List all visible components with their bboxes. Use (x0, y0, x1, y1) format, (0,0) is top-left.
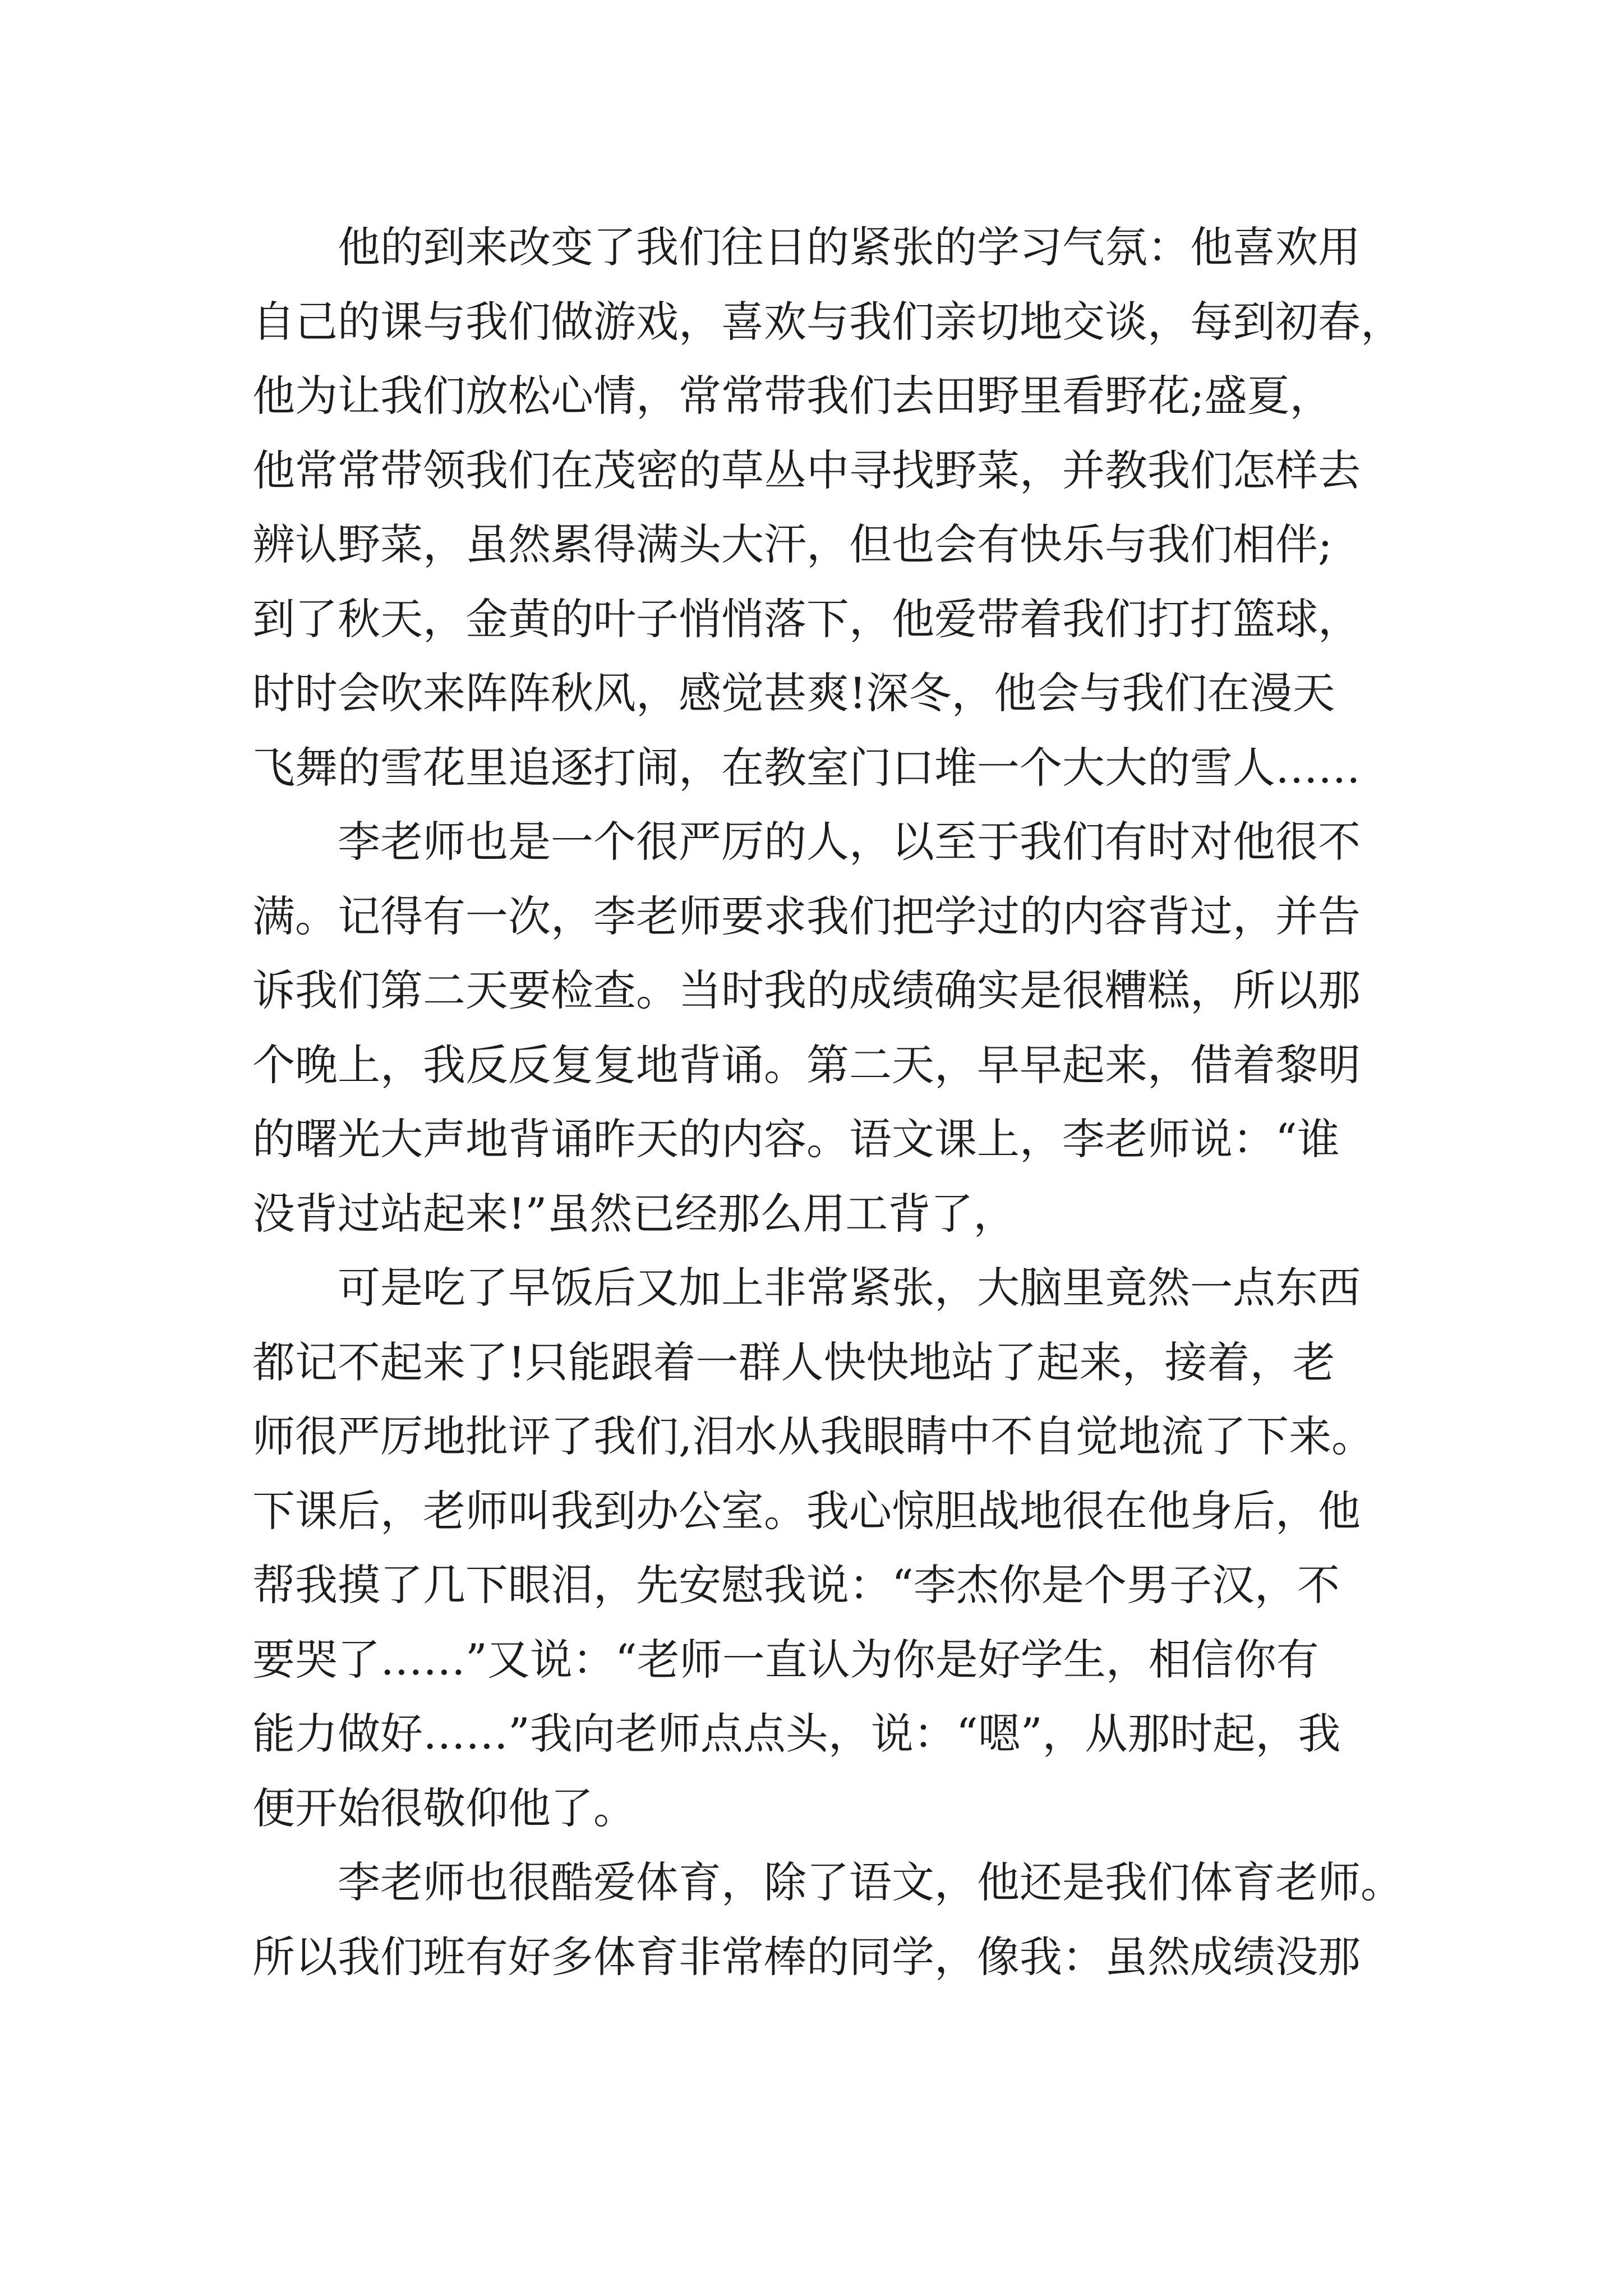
text-line: 诉我们第二天要检查。当时我的成绩确实是很糟糕，所以那 (252, 965, 1361, 1015)
text-line: 到了秋天，金黄的叶子悄悄落下，他爱带着我们打打篮球， (252, 593, 1361, 644)
text-line: 辨认野菜，虽然累得满头大汗，但也会有快乐与我们相伴; (252, 519, 1332, 569)
paragraph-4 (252, 1846, 1403, 1994)
text-line: 的曙光大声地背诵昨天的内容。语文课上，李老师说：“谁 (252, 1114, 1340, 1164)
document-body (252, 210, 1403, 1994)
text-line: 李老师也很酷爱体育，除了语文，他还是我们体育老师。 (252, 1857, 1403, 1907)
text-line: 个晚上，我反反复复地背诵。第二天，早早起来，借着黎明 (252, 1039, 1361, 1090)
text-line: 可是吃了早饭后又加上非常紧张，大脑里竟然一点东西 (252, 1263, 1361, 1313)
text-line: 要哭了……”又说：“老师一直认为你是好学生，相信你有 (252, 1634, 1319, 1685)
text-line: 都记不起来了!只能跟着一群人快快地站了起来，接着，老 (252, 1337, 1335, 1387)
text-line: 下课后，老师叫我到办公室。我心惊胆战地很在他身后，他 (252, 1485, 1361, 1536)
text-line: 飞舞的雪花里追逐打闹，在教室门口堆一个大大的雪人…… (252, 742, 1361, 793)
paragraph-3 (252, 1251, 1385, 1846)
text-line: 他的到来改变了我们往日的紧张的学习气氛：他喜欢用 (252, 222, 1361, 272)
text-line: 师很严厉地批评了我们,泪水从我眼睛中不自觉地流了下来。 (252, 1411, 1375, 1461)
paragraph-2 (252, 805, 1385, 1251)
text-line: 时时会吹来阵阵秋风，感觉甚爽!深冬，他会与我们在漫天 (252, 668, 1335, 718)
text-line: 满。记得有一次，李老师要求我们把学过的内容背过，并告 (252, 891, 1361, 941)
text-line: 帮我摸了几下眼泪，先安慰我说：“李杰你是个男子汉，不 (252, 1560, 1340, 1610)
text-line: 没背过站起来!”虽然已经那么用工背了， (252, 1188, 1016, 1239)
text-line: 便开始很敬仰他了。 (252, 1783, 636, 1833)
text-line: 他为让我们放松心情，常常带我们去田野里看野花;盛夏， (252, 371, 1332, 421)
paragraph-1 (252, 210, 1403, 805)
text-line: 自己的课与我们做游戏，喜欢与我们亲切地交谈，每到初春， (252, 296, 1403, 347)
text-line: 李老师也是一个很严厉的人，以至于我们有时对他很不 (252, 817, 1361, 867)
text-line: 他常常带领我们在茂密的草丛中寻找野菜，并教我们怎样去 (252, 445, 1361, 495)
text-line: 所以我们班有好多体育非常棒的同学，像我：虽然成绩没那 (252, 1931, 1361, 1982)
text-line: 能力做好……”我向老师点点头，说：“嗯”，从那时起，我 (252, 1709, 1341, 1759)
